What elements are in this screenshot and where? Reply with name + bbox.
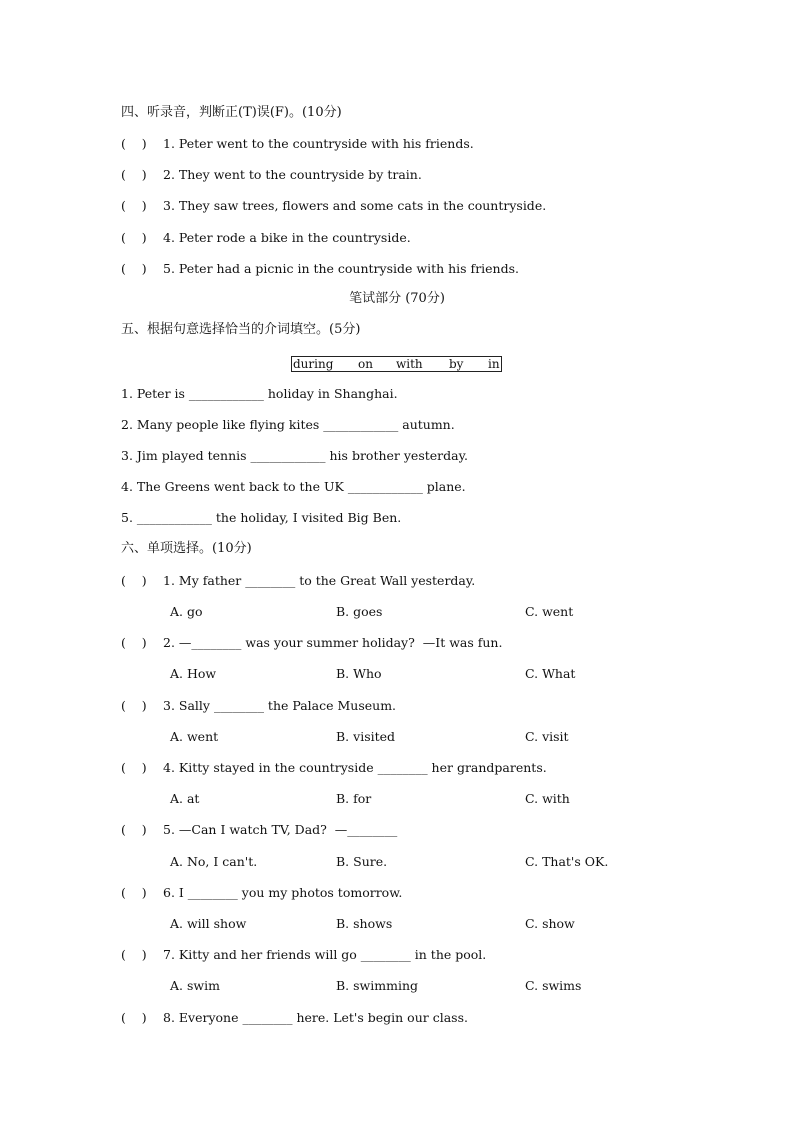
- word-bank-item: by: [449, 357, 464, 371]
- option-b[interactable]: B. visited: [336, 729, 396, 744]
- option-b[interactable]: B. shows: [336, 916, 393, 931]
- fill-blank-item: 2. Many people like flying kites ____________ autumn.: [121, 417, 455, 432]
- answer-blank[interactable]: ( ): [121, 822, 147, 837]
- mc-options: [0, 604, 794, 620]
- option-c[interactable]: C. swims: [525, 978, 582, 993]
- mc-question-stem: 1. My father ________ to the Great Wall yesterday.: [163, 573, 476, 588]
- answer-blank[interactable]: ( ): [121, 198, 147, 213]
- mc-options: [0, 916, 794, 932]
- tf-item: [121, 167, 422, 183]
- option-a[interactable]: A. How: [170, 666, 217, 681]
- answer-blank[interactable]: ( ): [121, 230, 147, 245]
- fill-blank-item: 1. Peter is ____________ holiday in Shanghai.: [121, 386, 398, 401]
- tf-item-text: 2. They went to the countryside by train.: [163, 167, 422, 182]
- mc-options: [0, 791, 794, 807]
- mc-question: [121, 822, 397, 838]
- answer-blank[interactable]: ( ): [121, 760, 147, 775]
- option-a[interactable]: A. No, I can't.: [170, 854, 258, 869]
- option-a[interactable]: A. at: [170, 791, 200, 806]
- mc-question: [121, 573, 475, 589]
- tf-item-text: 4. Peter rode a bike in the countryside.: [163, 230, 411, 245]
- fill-blank-item: 3. Jim played tennis ____________ his brother yesterday.: [121, 448, 468, 463]
- mc-question-stem: 8. Everyone ________ here. Let's begin our class.: [163, 1010, 468, 1025]
- tf-item: [121, 230, 411, 246]
- tf-item-text: 3. They saw trees, flowers and some cats in the countryside.: [163, 198, 547, 213]
- tf-item: [121, 198, 546, 214]
- option-c[interactable]: C. What: [525, 666, 576, 681]
- word-bank-item: during: [293, 357, 334, 371]
- answer-blank[interactable]: ( ): [121, 1010, 147, 1025]
- mc-question-stem: 5. —Can I watch TV, Dad? —________: [163, 822, 398, 837]
- option-c[interactable]: C. with: [525, 791, 570, 806]
- fill-blank-item: 4. The Greens went back to the UK ____________ plane.: [121, 479, 466, 494]
- option-a[interactable]: A. went: [170, 729, 219, 744]
- mc-question-stem: 4. Kitty stayed in the countryside ________ her grandparents.: [163, 760, 547, 775]
- option-b[interactable]: B. Who: [336, 666, 382, 681]
- word-bank-item: on: [358, 357, 373, 371]
- mc-question-stem: 7. Kitty and her friends will go ________ in the pool.: [163, 947, 487, 962]
- word-bank-item: in: [488, 357, 500, 371]
- section5-heading: 五、根据句意选择恰当的介词填空。(5分): [121, 322, 361, 337]
- option-a[interactable]: A. swim: [170, 978, 220, 993]
- written-part-title: 笔试部分 (70分): [349, 291, 445, 306]
- answer-blank[interactable]: ( ): [121, 136, 147, 151]
- mc-options: [0, 729, 794, 745]
- section4-heading: 四、听录音，判断正(T)误(F)。(10分): [121, 105, 342, 120]
- mc-question-stem: 6. I ________ you my photos tomorrow.: [163, 885, 403, 900]
- mc-question: [121, 698, 396, 714]
- mc-options: [0, 978, 794, 994]
- answer-blank[interactable]: ( ): [121, 573, 147, 588]
- option-c[interactable]: C. That's OK.: [525, 854, 609, 869]
- option-b[interactable]: B. for: [336, 791, 372, 806]
- word-bank-box: [291, 356, 502, 372]
- mc-question: [121, 947, 486, 963]
- mc-question: [121, 760, 547, 776]
- section6-heading: 六、单项选择。(10分): [121, 541, 252, 556]
- tf-item-text: 5. Peter had a picnic in the countryside with his friends.: [163, 261, 519, 276]
- answer-blank[interactable]: ( ): [121, 261, 147, 276]
- mc-question: [121, 635, 502, 651]
- option-c[interactable]: C. went: [525, 604, 574, 619]
- answer-blank[interactable]: ( ): [121, 698, 147, 713]
- answer-blank[interactable]: ( ): [121, 947, 147, 962]
- mc-question: [121, 885, 402, 901]
- fill-blank-item: 5. ____________ the holiday, I visited Big Ben.: [121, 510, 402, 525]
- answer-blank[interactable]: ( ): [121, 167, 147, 182]
- option-c[interactable]: C. visit: [525, 729, 569, 744]
- mc-question-stem: 3. Sally ________ the Palace Museum.: [163, 698, 397, 713]
- option-a[interactable]: A. go: [170, 604, 203, 619]
- word-bank-item: with: [396, 357, 423, 371]
- option-b[interactable]: B. swimming: [336, 978, 419, 993]
- tf-item-text: 1. Peter went to the countryside with his friends.: [163, 136, 474, 151]
- option-c[interactable]: C. show: [525, 916, 575, 931]
- tf-item: [121, 136, 474, 152]
- mc-options: [0, 666, 794, 682]
- option-b[interactable]: B. goes: [336, 604, 383, 619]
- tf-item: [121, 261, 519, 277]
- answer-blank[interactable]: ( ): [121, 885, 147, 900]
- mc-options: [0, 854, 794, 870]
- option-b[interactable]: B. Sure.: [336, 854, 388, 869]
- answer-blank[interactable]: ( ): [121, 635, 147, 650]
- mc-question: [121, 1010, 468, 1026]
- mc-question-stem: 2. —________ was your summer holiday? —It was fun.: [163, 635, 503, 650]
- option-a[interactable]: A. will show: [170, 916, 247, 931]
